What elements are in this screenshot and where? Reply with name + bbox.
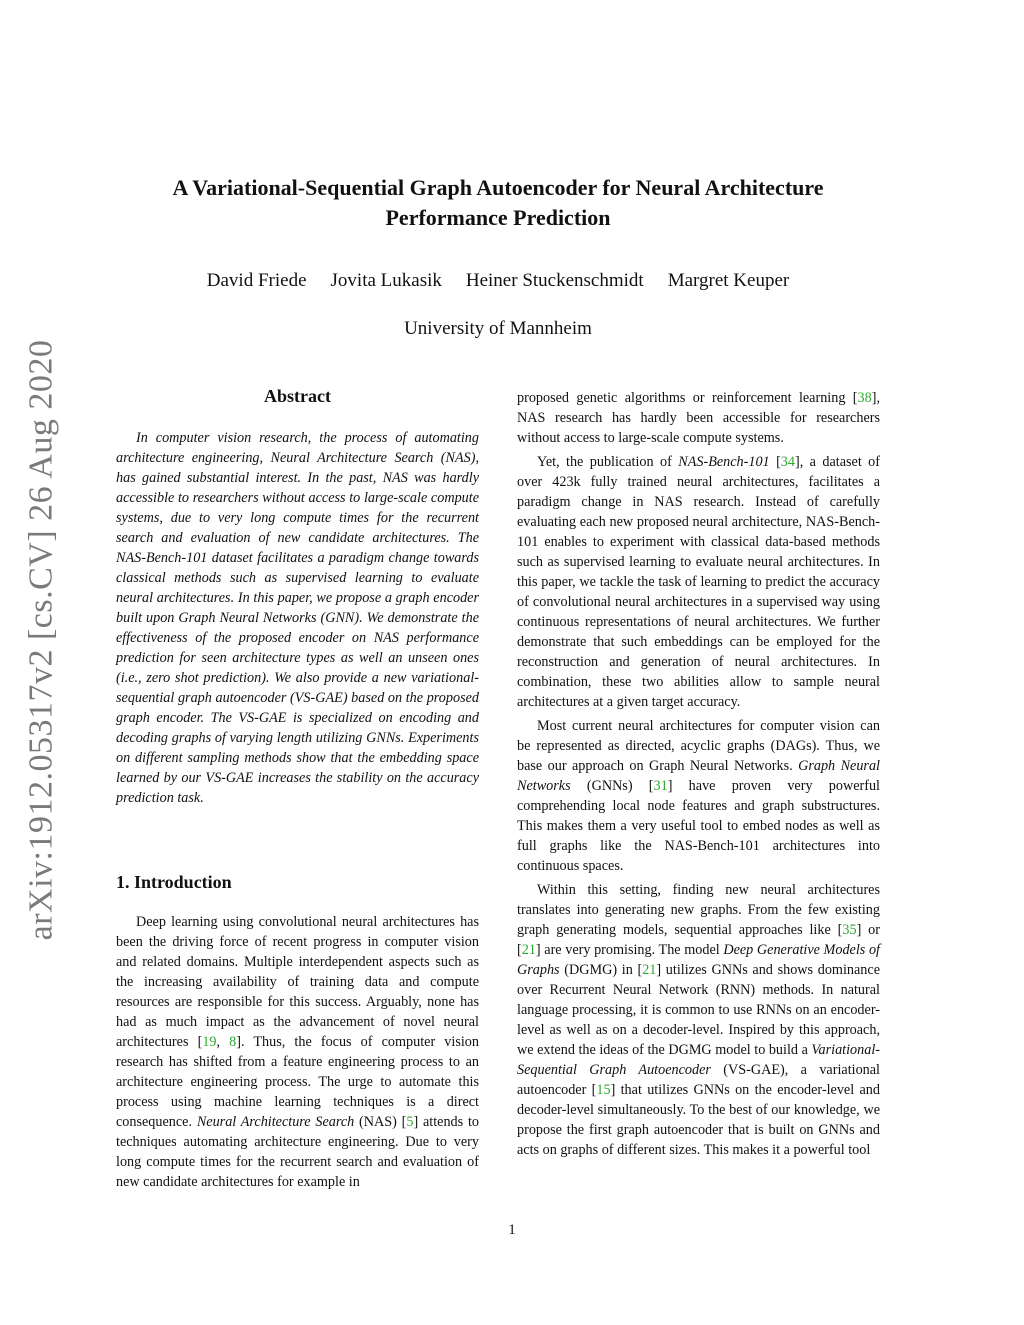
right-column [517,388,880,1164]
citation-link[interactable]: 34 [780,454,795,470]
author-name: David Friede [206,270,307,291]
intro-paragraph: Deep learning using convolutional neural architectures has been the driving force of recent progress in computer vision and related domains. Multiple interdependent aspects such as the increasing availability of training data and compute resources are responsible for this success. Arguably, none has had as much impact as the advancement of novel neural architectures [19, 8]. Thus, the focus of computer vision research has shifted from a feature engineering process to an architecture engineering process. The urge to automate this process using machine learning techniques is a direct consequence. Neural Architecture Search (NAS) [5] attends to techniques automating architecture engineering. Due to very long compute times for the recurrent search and evaluation of new candidate architectures for example in [116,914,479,1190]
title-line-2: Performance Prediction [385,205,611,230]
affiliation: University of Mannheim [404,318,592,339]
author-name: Margret Keuper [667,270,790,291]
abstract-heading: Abstract [264,386,331,406]
section-heading-introduction: 1. Introduction [116,872,232,892]
citation-link[interactable]: 35 [842,922,857,938]
body-paragraph: Yet, the publication of NAS-Bench-101 [34], a dataset of over 423k fully trained neural architectures, facilitates a paradigm change in NAS research. Instead of carefully evaluating each new proposed neural architecture, NAS-Bench-101 enables to experiment with classical data-based methods such as supervised learning to evaluate neural architectures. In this paper, we tackle the task of learning to predict the accuracy of convolutional neural architectures in a supervised way using continuous representations of neural architectures. We further demonstrate that such embeddings can be employed for the reconstruction and generation of neural architectures. In combination, these two abilities allow to sample neural architectures at a given target accuracy. [517,454,880,710]
citation-link[interactable]: 21 [642,962,657,978]
citation-link[interactable]: 15 [596,1082,611,1098]
author-name: Heiner Stuckenschmidt [465,270,644,291]
title-line-1: A Variational-Sequential Graph Autoencoder for Neural Architecture [172,175,824,200]
body-paragraph: proposed genetic algorithms or reinforcement learning [38], NAS research has hardly been accessible for researchers without access to large-scale compute systems. [517,390,880,446]
citation-link[interactable]: 21 [521,942,536,958]
citation-link[interactable]: 19 [202,1034,217,1050]
citation-link[interactable]: 38 [857,390,872,406]
citation-link[interactable]: 8 [229,1034,237,1050]
page-number: 1 [508,1222,516,1238]
abstract-text: In computer vision research, the process of automating architecture engineering, Neural Architecture Search (NAS), has gained substantial interest. In the past, NAS was hardly accessible to researchers without access to large-scale compute systems, due to very long compute times for the recurrent search and evaluation of new candidate architectures. The NAS-Bench-101 dataset facilitates a paradigm change towards classical methods such as supervised learning to evaluate neural architectures. In this paper, we propose a graph encoder built upon Graph Neural Networks (GNN). We demonstrate the effectiveness of the proposed encoder on NAS performance prediction for seen architecture types as well an unseen ones (i.e., zero shot prediction). We also provide a new variational-sequential graph autoencoder (VS-GAE) based on the proposed graph encoder. The VS-GAE is specialized on encoding and decoding graphs of varying length utilizing GNNs. Experiments on different sampling methods show that the embedding space learned by our VS-GAE increases the stability on the accuracy prediction task. [116,430,479,806]
arxiv-identifier: arXiv:1912.05317v2 [cs.CV] 26 Aug 2020 [22,339,59,941]
paper-title [120,173,876,233]
author-list [120,270,876,292]
body-paragraph: Within this setting, finding new neural architectures translates into generating new graphs. From the few existing graph generating models, sequential approaches like [35] or [21] are very promising. The model Deep Generative Models of Graphs (DGMG) in [21] utilizes GNNs and shows dominance over Recurrent Neural Network (RNN) methods. In natural language processing, it is common to use RNNs on an encoder-level as well as on a decoder-level. Inspired by this approach, we extend the ideas of the DGMG model to build a Variational-Sequential Graph Autoencoder (VS-GAE), a variational autoencoder [15] that utilizes GNNs on the encoder-level and decoder-level simultaneously. To the best of our knowledge, we propose the first graph autoencoder that is built on GNNs and acts on graphs of different sizes. This makes it a powerful tool [517,882,881,1158]
left-column [116,384,479,1196]
arxiv-stamp [18,330,64,950]
author-name: Jovita Lukasik [330,270,442,291]
citation-link[interactable]: 5 [406,1114,414,1130]
body-paragraph: Most current neural architectures for computer vision can be represented as directed, acyclic graphs (DAGs). Thus, we base our approach on Graph Neural Networks. Graph Neural Networks (GNNs) [31] have proven very powerful comprehending local node features and graph substructures. This makes them a very useful tool to embed nodes as well as full graphs like the NAS-Bench-101 architectures into continuous spaces. [517,718,881,874]
citation-link[interactable]: 31 [653,778,668,794]
